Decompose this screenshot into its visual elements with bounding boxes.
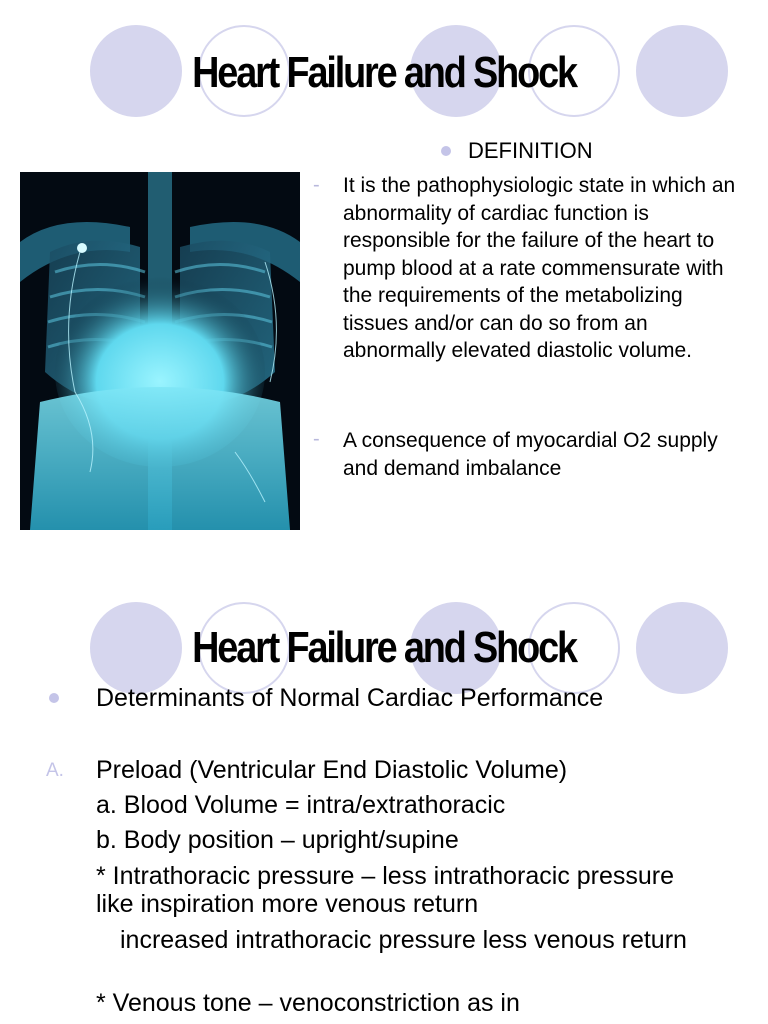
dash-marker: - — [313, 428, 320, 450]
item-marker: A. — [46, 760, 64, 781]
definition-point-1: It is the pathophysiologic state in which an abnormality of cardiac function is responsible for the failure of the heart to pump blood at a rate commensurate with the requirements of the metabolizing tissues and/or can do so from an abnormally elevated diastolic volume. — [343, 174, 736, 362]
definition-heading: DEFINITION — [468, 138, 593, 163]
bullet-dot — [441, 146, 451, 156]
slide-2 — [0, 560, 768, 1024]
xray-illustration — [20, 172, 300, 530]
chest-xray-image — [20, 172, 300, 530]
note-increased-pressure: increased intrathoracic pressure less venous return — [120, 926, 687, 954]
dash-marker: - — [313, 174, 320, 196]
slide-title: Heart Failure and Shock — [192, 48, 576, 97]
slide-title: Heart Failure and Shock — [192, 623, 576, 672]
note-venous-tone: * Venous tone – venoconstriction as in — [96, 989, 520, 1017]
preload-heading: Preload (Ventricular End Diastolic Volume) — [96, 756, 568, 784]
definition-point-2: A consequence of myocardial O2 supply and demand imbalance — [343, 429, 718, 480]
determinants-bullet: Determinants of Normal Cardiac Performance — [96, 684, 604, 712]
bullet-dot — [49, 693, 59, 703]
note-intrathoracic: * Intrathoracic pressure – less intrathoracic pressure like inspiration more venous return — [96, 862, 675, 918]
sub-item-a: a. Blood Volume = intra/extrathoracic — [96, 791, 506, 819]
sub-item-b: b. Body position – upright/supine — [96, 826, 459, 854]
